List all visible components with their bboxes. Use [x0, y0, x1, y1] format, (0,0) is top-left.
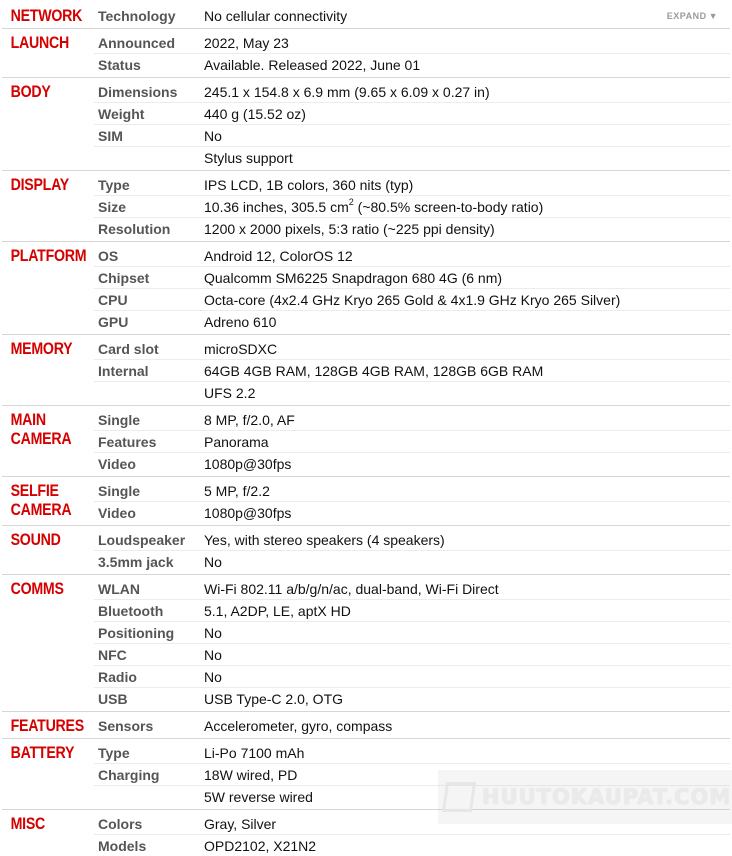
section-title [2, 338, 81, 403]
section-title-line: MAIN [10, 411, 46, 429]
spec-row [94, 551, 730, 572]
spec-section [2, 711, 730, 736]
section-title-line: DISPLAY [10, 176, 69, 194]
spec-value-text: Stylus support [204, 149, 293, 166]
spec-section [2, 334, 730, 403]
spec-value [204, 385, 730, 401]
spec-value-text: No [204, 646, 222, 663]
spec-row [94, 453, 730, 474]
spec-value [204, 434, 730, 450]
spec-value-text: (~80.5% screen-to-body ratio) [353, 198, 544, 215]
spec-value [204, 248, 730, 264]
spec-value [204, 554, 730, 570]
spec-row [94, 147, 730, 168]
spec-value [204, 603, 730, 619]
spec-row [94, 311, 730, 332]
spec-label: Single [98, 482, 141, 499]
section-rows [94, 245, 730, 332]
spec-value-text: microSDXC [204, 340, 278, 357]
spec-value [204, 196, 730, 215]
spec-label: GPU [98, 313, 129, 330]
superscript: 2 [348, 196, 354, 207]
spec-value-text: 18W wired, PD [204, 766, 298, 783]
spec-value [204, 625, 730, 641]
spec-label: Charging [98, 766, 160, 783]
spec-value [204, 838, 730, 854]
spec-value [204, 128, 730, 144]
spec-row [94, 289, 730, 311]
spec-value [204, 8, 667, 24]
spec-row [94, 382, 730, 403]
section-rows [94, 338, 730, 403]
spec-value-text: Available. Released 2022, June 01 [204, 56, 421, 73]
spec-value-text: Yes, with stereo speakers (4 speakers) [204, 531, 445, 548]
spec-value-text: Octa-core (4x2.4 GHz Kryo 265 Gold & 4x1.9 GHz Kryo 265 Silver) [204, 291, 621, 308]
spec-row [94, 360, 730, 382]
spec-row [94, 32, 730, 54]
section-rows [94, 480, 730, 523]
spec-value [204, 505, 730, 521]
spec-row [94, 196, 730, 218]
spec-label: Models [98, 837, 147, 854]
spec-row [94, 666, 730, 688]
spec-row [94, 622, 730, 644]
spec-value-text: Accelerometer, gyro, compass [204, 717, 393, 734]
section-title-line: SOUND [10, 531, 61, 549]
section-title-line: BATTERY [10, 744, 75, 762]
spec-label: USB [98, 690, 128, 707]
spec-row [94, 338, 730, 360]
spec-section [2, 405, 730, 474]
spec-row [94, 5, 730, 26]
section-title [2, 174, 81, 239]
spec-label: Internal [98, 362, 149, 379]
spec-section [2, 28, 730, 75]
spec-value [204, 647, 730, 663]
watermark [438, 770, 732, 824]
section-title [2, 578, 81, 709]
specs-table [2, 5, 730, 856]
spec-value-text: Adreno 610 [204, 313, 277, 330]
spec-value [204, 314, 730, 330]
spec-value-text: 8 MP, f/2.0, AF [204, 411, 295, 428]
spec-row [94, 529, 730, 551]
spec-value [204, 581, 730, 597]
spec-value [204, 35, 730, 51]
spec-label: Video [98, 504, 136, 521]
spec-label: Type [98, 176, 130, 193]
spec-label: SIM [98, 127, 123, 144]
spec-label: 3.5mm jack [98, 553, 174, 570]
section-rows [94, 5, 730, 26]
spec-label: Bluetooth [98, 602, 164, 619]
spec-label: Status [98, 56, 141, 73]
spec-row [94, 502, 730, 523]
section-rows [94, 529, 730, 572]
spec-value-text: Android 12, ColorOS 12 [204, 247, 353, 264]
spec-value [204, 745, 730, 761]
spec-value-text: 1200 x 2000 pixels, 5:3 ratio (~225 ppi density) [204, 220, 495, 237]
spec-value-text: No [204, 668, 222, 685]
spec-label: CPU [98, 291, 128, 308]
spec-row [94, 103, 730, 125]
watermark-logo-icon [442, 782, 476, 812]
spec-value-text: Li-Po 7100 mAh [204, 744, 305, 761]
spec-label: Chipset [98, 269, 150, 286]
spec-value-text: Qualcomm SM6225 Snapdragon 680 4G (6 nm) [204, 269, 503, 286]
spec-section [2, 476, 730, 523]
spec-label: Radio [98, 668, 137, 685]
section-title [2, 81, 81, 168]
spec-row [94, 578, 730, 600]
spec-label: Single [98, 411, 141, 428]
spec-section [2, 241, 730, 332]
spec-value [204, 341, 730, 357]
section-rows [94, 174, 730, 239]
spec-row [94, 644, 730, 666]
spec-section [2, 5, 730, 26]
spec-row [94, 600, 730, 622]
spec-value-text: 1080p@30fps [204, 504, 292, 521]
spec-value [204, 221, 730, 237]
spec-label: OS [98, 247, 119, 264]
spec-value [204, 177, 730, 193]
spec-label: Announced [98, 34, 175, 51]
section-title-line: BODY [10, 83, 51, 101]
spec-row [94, 54, 730, 75]
spec-label: WLAN [98, 580, 140, 597]
spec-value-text: UFS 2.2 [204, 384, 256, 401]
section-title-line: COMMS [10, 580, 64, 598]
spec-value [204, 412, 730, 428]
spec-label: Resolution [98, 220, 171, 237]
section-title [2, 529, 81, 572]
spec-row [94, 835, 730, 856]
section-rows [94, 81, 730, 168]
section-title [2, 813, 81, 856]
spec-value [204, 57, 730, 73]
spec-value-text: USB Type-C 2.0, OTG [204, 690, 344, 707]
spec-value [204, 270, 730, 286]
section-title [2, 5, 81, 26]
spec-value [204, 718, 730, 734]
spec-label: Technology [98, 7, 176, 24]
spec-section [2, 170, 730, 239]
spec-value [204, 150, 730, 166]
spec-row [94, 688, 730, 709]
watermark-text: HUUTOKAUPAT.COM [482, 785, 732, 809]
section-rows [94, 32, 730, 75]
spec-value-text: 5 MP, f/2.2 [204, 482, 270, 499]
spec-row [94, 715, 730, 736]
section-title-line: CAMERA [10, 500, 72, 519]
section-title-line: LAUNCH [10, 34, 69, 52]
spec-value-text: Wi-Fi 802.11 a/b/g/n/ac, dual-band, Wi-Fi Direct [204, 580, 499, 597]
spec-label: Loudspeaker [98, 531, 186, 548]
spec-row [94, 431, 730, 453]
spec-label: Type [98, 744, 130, 761]
spec-value [204, 669, 730, 685]
expand-button[interactable] [667, 11, 730, 21]
spec-row [94, 409, 730, 431]
spec-value-text: 10.36 inches, 305.5 cm [204, 198, 349, 215]
spec-value-text: IPS LCD, 1B colors, 360 nits (typ) [204, 176, 414, 193]
expand-label: EXPAND [666, 10, 707, 21]
spec-label: Colors [98, 815, 143, 832]
spec-label: Sensors [98, 717, 154, 734]
spec-label: Dimensions [98, 83, 178, 100]
section-title-line: FEATURES [10, 717, 84, 735]
spec-row [94, 742, 730, 764]
spec-value-text: No [204, 553, 222, 570]
spec-label: Size [98, 198, 127, 215]
spec-value-text: OPD2102, X21N2 [204, 837, 317, 854]
spec-value [204, 691, 730, 707]
spec-value [204, 363, 730, 379]
spec-label: Positioning [98, 624, 175, 641]
spec-row [94, 480, 730, 502]
spec-value-text: Gray, Silver [204, 815, 277, 832]
spec-label: Features [98, 433, 157, 450]
spec-label: Card slot [98, 340, 159, 357]
spec-value-text: 2022, May 23 [204, 34, 289, 51]
section-rows [94, 578, 730, 709]
spec-value-text: 245.1 x 154.8 x 6.9 mm (9.65 x 6.09 x 0.27 in) [204, 83, 490, 100]
section-title [2, 409, 81, 474]
section-title-line: PLATFORM [10, 247, 87, 265]
spec-label: Weight [98, 105, 145, 122]
spec-row [94, 267, 730, 289]
spec-value [204, 106, 730, 122]
spec-value [204, 483, 730, 499]
spec-value-text: 1080p@30fps [204, 455, 292, 472]
spec-value-text: 64GB 4GB RAM, 128GB 4GB RAM, 128GB 6GB RAM [204, 362, 544, 379]
section-title [2, 742, 81, 807]
spec-row [94, 245, 730, 267]
spec-row [94, 218, 730, 239]
spec-row [94, 174, 730, 196]
section-title-line: MEMORY [10, 340, 73, 358]
spec-value [204, 292, 730, 308]
spec-value-text: Panorama [204, 433, 269, 450]
section-title [2, 32, 81, 75]
spec-value [204, 84, 730, 100]
section-title-line: CAMERA [10, 429, 72, 448]
section-rows [94, 409, 730, 474]
chevron-down-icon: ▼ [708, 10, 718, 21]
spec-value-text: No cellular connectivity [204, 7, 348, 24]
spec-value-text: 5.1, A2DP, LE, aptX HD [204, 602, 351, 619]
section-title [2, 715, 84, 736]
spec-label: NFC [98, 646, 127, 663]
section-title-line: MISC [10, 815, 46, 833]
spec-label: Video [98, 455, 136, 472]
spec-value-text: No [204, 624, 222, 641]
spec-value [204, 456, 730, 472]
spec-section [2, 77, 730, 168]
spec-section [2, 525, 730, 572]
spec-value-text: No [204, 127, 222, 144]
spec-value [204, 532, 730, 548]
section-title [2, 480, 81, 523]
spec-row [94, 125, 730, 147]
section-title-line: SELFIE [10, 482, 59, 500]
spec-value-text: 440 g (15.52 oz) [204, 105, 306, 122]
spec-row [94, 81, 730, 103]
spec-value-text: 5W reverse wired [204, 788, 313, 805]
section-rows [94, 715, 730, 736]
spec-section [2, 574, 730, 709]
section-title [2, 245, 87, 332]
section-title-line: NETWORK [10, 7, 83, 25]
